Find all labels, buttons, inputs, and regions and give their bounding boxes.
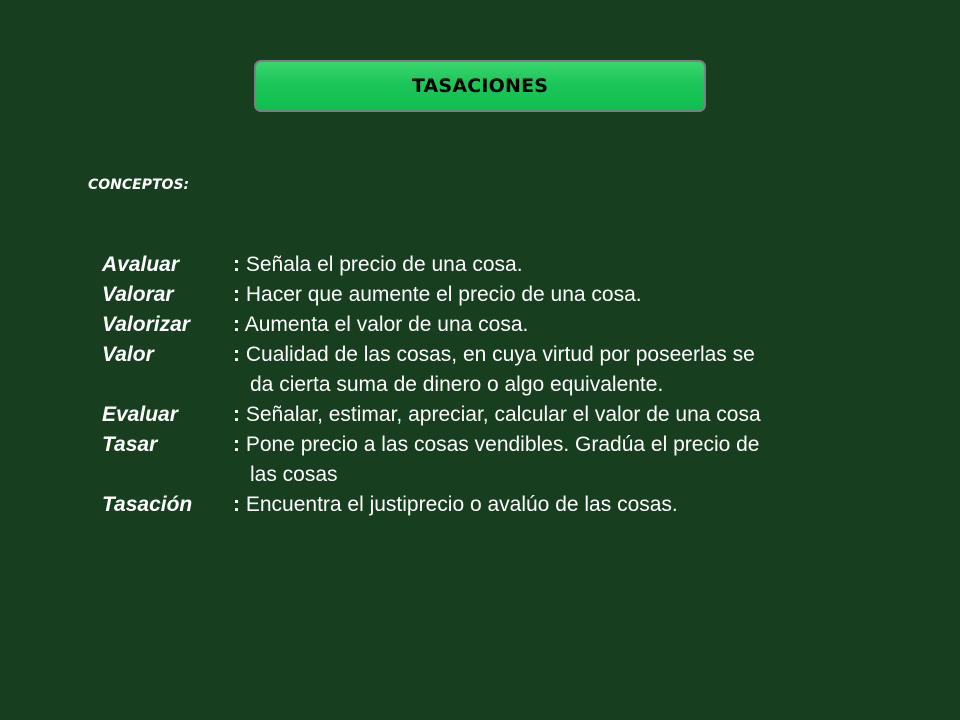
definition-valor: [102, 340, 942, 400]
definition-colon: :: [233, 313, 240, 336]
definition-colon: :: [233, 433, 240, 456]
definition-avaluar: [102, 250, 942, 280]
definition-text: Pone precio a las cosas vendibles. Gradúa el precio de: [245, 433, 760, 456]
definition-colon: :: [233, 253, 240, 276]
definitions-list: [102, 250, 942, 520]
definition-term: Avaluar: [102, 253, 180, 276]
definition-term: Evaluar: [102, 403, 178, 426]
definition-continuation: las cosas: [250, 463, 338, 486]
definition-colon: :: [233, 283, 240, 306]
definition-text: Señala el precio de una cosa.: [245, 253, 523, 276]
definition-term: Valorar: [102, 283, 174, 306]
definition-term: Tasar: [102, 433, 158, 456]
definition-term: Valor: [102, 343, 154, 366]
definition-evaluar: [102, 400, 942, 430]
definition-term: Valorizar: [102, 313, 190, 336]
definition-text: Aumenta el valor de una cosa.: [244, 313, 529, 336]
definition-text: Señalar, estimar, apreciar, calcular el valor de una cosa: [245, 403, 761, 426]
definition-tasar: [102, 430, 942, 490]
definition-term: Tasación: [102, 493, 193, 516]
definition-tasacion: [102, 490, 942, 520]
definition-valorar: [102, 280, 942, 310]
definition-text: Cualidad de las cosas, en cuya virtud por poseerlas se: [245, 343, 755, 366]
section-label: CONCEPTOS:: [88, 177, 190, 193]
title-banner: [254, 60, 706, 112]
definition-text: Hacer que aumente el precio de una cosa.: [245, 283, 642, 306]
definition-text: Encuentra el justiprecio o avalúo de las cosas.: [245, 493, 678, 516]
definition-colon: :: [233, 403, 240, 426]
definition-continuation: da cierta suma de dinero o algo equivalente.: [250, 373, 664, 396]
definition-colon: :: [233, 493, 240, 516]
definition-valorizar: [102, 310, 942, 340]
definition-colon: :: [233, 343, 240, 366]
slide-title: TASACIONES: [411, 75, 549, 97]
